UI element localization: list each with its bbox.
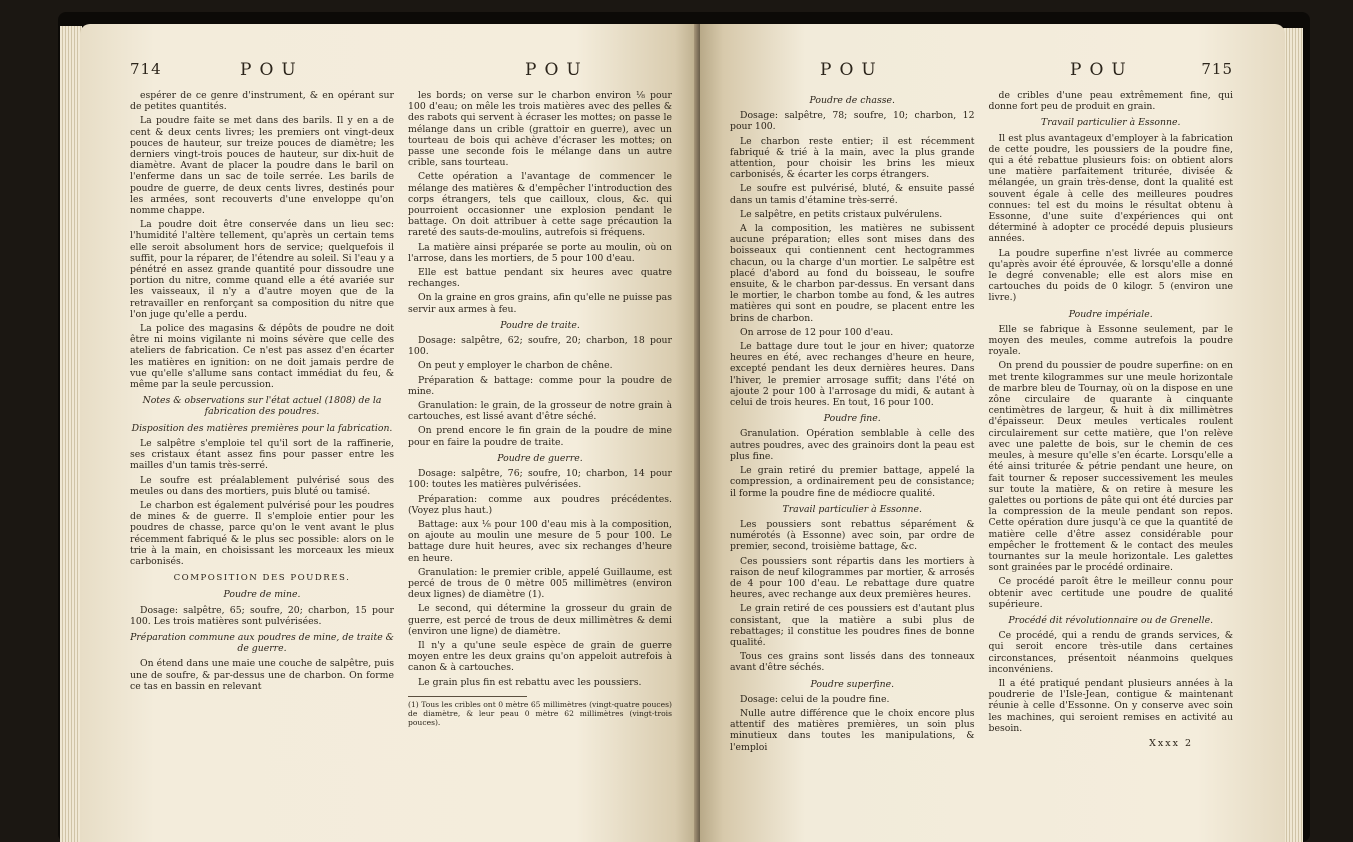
page-edges-left — [60, 26, 82, 842]
paragraph: Nulle autre différence que le choix encore plus attentif des matières premières, un soin plus minutieux dans toutes les manipulations, & l'emploi — [730, 707, 975, 753]
section-heading: Poudre de traite. — [500, 319, 580, 331]
section-heading: Procédé dit révolutionnaire ou de Grenelle. — [1008, 614, 1214, 626]
paragraph: Ces poussiers sont répartis dans les mortiers à raison de neuf kilogrammes par mortier, & arrosés de 4 pour 100 d'eau. Le rebattage dure quatre heures, avec rechange aux deux premières heures. — [730, 555, 975, 601]
right-running-title-2: POU — [1070, 60, 1134, 80]
paragraph: Elle est battue pendant six heures avec quatre rechanges. — [408, 267, 672, 290]
paragraph: les bords; on verse sur le charbon environ ⅛ pour 100 d'eau; on mêle les trois matières avec des pelles & des rabots qui servent à écraser les mottes; on passe le mélange dans un crible (grattoir en guerre), avec un tourteau de bois qui achève d'écraser les mottes; on passe une seconde fois le mélange dans un autre crible, sans tourteau. — [408, 90, 672, 169]
paragraph: Le charbon reste entier; il est récemment fabriqué & trié à la main, avec la plus grande attention, pour choisir les brins les mieux carbonisés, & écarter les corps étrangers. — [730, 135, 975, 181]
paragraph: Dosage: salpêtre, 76; soufre, 10; charbon, 14 pour 100: toutes les matières pulvérisées. — [408, 468, 672, 491]
paragraph: On prend encore le fin grain de la poudre de mine pour en faire la poudre de traite. — [408, 425, 672, 448]
section-heading: Poudre fine. — [823, 413, 881, 425]
left-running-head — [130, 60, 672, 90]
paragraph: La poudre superfine n'est livrée au commerce qu'après avoir été éprouvée, & lorsqu'elle a donné le degré convenable; elle est alors mise en cartouches du poids de 0 kilogr. 5 (environ une livre.) — [988, 247, 1233, 304]
paragraph: Le grain plus fin est rebattu avec les poussiers. — [418, 676, 642, 688]
paragraph: On peut y employer le charbon de chêne. — [418, 360, 613, 372]
paragraph: Le salpêtre, en petits cristaux pulvérulens. — [740, 208, 943, 220]
right-page-column-1 — [730, 90, 975, 756]
paragraph: Le salpêtre s'emploie tel qu'il sort de la raffinerie, ses cristaux étant assez fins pour passer entre les mailles d'un tamis très-serré. — [130, 437, 394, 472]
paragraph: Tous ces grains sont lissés dans des tonneaux avant d'être séchés. — [730, 651, 975, 674]
right-running-title-1: POU — [820, 60, 884, 80]
paragraph: On arrose de 12 pour 100 d'eau. — [740, 326, 894, 338]
paragraph: La matière ainsi préparée se porte au moulin, où on l'arrose, dans les mortiers, de 5 pour 100 d'eau. — [408, 241, 672, 264]
paragraph: Le grain retiré du premier battage, appelé la compression, a ordinairement peu de consistance; il forme la poudre fine de médiocre qualité. — [730, 465, 975, 499]
paragraph: Préparation & battage: comme pour la poudre de mine. — [408, 374, 672, 397]
right-page-number: 715 — [1201, 60, 1233, 78]
left-running-title-1: POU — [240, 60, 304, 80]
paragraph: Il a été pratiqué pendant plusieurs années à la poudrerie de l'Isle-Jean, contigue & maintenant réunie à celle d'Essonne. On y conserve avec soin les machines, qui seroient remises en activité au besoin. — [988, 677, 1233, 734]
paragraph: Le charbon est également pulvérisé pour les poudres de mines & de guerre. Il s'emploie entier pour les poudres de chasse, parce qu'on le vent avant le plus récemment fabriqué & le plus sec possible: alors on le trie à la main, en choisissant les morceaux les mieux carbonisés. — [130, 499, 394, 567]
paragraph: Dosage: salpêtre, 62; soufre, 20; charbon, 18 pour 100. — [408, 335, 672, 358]
left-page — [80, 24, 700, 842]
left-page-column-2 — [408, 90, 672, 727]
paragraph: Le soufre est préalablement pulvérisé sous des meules ou dans des mortiers, puis bluté ou tamisé. — [130, 474, 394, 497]
paragraph: Granulation: le premier crible, appelé Guillaume, est percé de trous de 0 mètre 005 millimètres (environ deux lignes) de diamètre (1). — [408, 566, 672, 601]
footnote: (1) Tous les cribles ont 0 mètre 65 millimètres (vingt-quatre pouces) de diamètre, & leur peau 0 mètre 62 millimètres (vingt-trois pouces). — [408, 699, 672, 727]
paragraph: Ce procédé paroît être le meilleur connu pour obtenir avec certitude une poudre de qualité supérieure. — [988, 576, 1233, 610]
left-page-number: 714 — [130, 60, 162, 78]
paragraph: On prend du poussier de poudre superfine: on en met trente kilogrammes sur une meule horizontale de marbre bleu de Tournay, où on la dispose en une zône circulaire de quarante à cinquante centimètres de largeur, & huit à dix millimètres d'épaisseur. Deux meules verticales roulent circulairement sur cette matière, que l'on relève avec une palette de bois, sur le chemin de ces meules, à mesure qu'elle s'en écarte. Lorsqu'elle a été ainsi triturée & pétrie pendant une heure, on fait tourner & reposer successivement les meules sur toute la matière, & on retire à mesure les galettes ou portions de pâte qui ont été durcies par la compression de la meule pendant son repos. Cette opération dure jusqu'à ce que la quantité de matière celle d'être assez considérable pour empêcher le frottement & le contact des meules tournantes sur la meule horizontale. Les galettes sont grainées par le procédé ordinaire. — [988, 360, 1233, 574]
section-heading: Poudre de chasse. — [809, 95, 895, 106]
paragraph: Granulation: le grain, de la grosseur de notre grain à cartouches, est lissé avant d'être séché. — [408, 400, 672, 423]
section-heading: Poudre de mine. — [223, 589, 301, 601]
section-heading: Travail particulier à Essonne. — [782, 503, 922, 515]
right-page-column-2 — [989, 90, 1234, 756]
paragraph: Battage: aux ⅛ pour 100 d'eau mis à la composition, on ajoute au moulin une mesure de 5 pour 100. Le battage dure huit heures, avec six rechanges d'heure en heure. — [408, 518, 672, 564]
paragraph: Les poussiers sont rebattus séparément & numérotés (à Essonne) avec soin, par ordre de premier, second, troisième battage, &c. — [730, 518, 975, 553]
paragraph: Le battage dure tout le jour en hiver; quatorze heures en été, avec rechanges d'heure en heure, excepté pendant les deux dernières heures. Dans l'hiver, le premier arrosage suffit; dans l'été on ajoute 2 pour 100 à l'arrosage du midi, & autant à celui de trois heures. En tout, 16 pour 100. — [730, 341, 975, 409]
paragraph: Le grain retiré de ces poussiers est d'autant plus consistant, que la matière a subi plus de rebattages; il constitue les poudres fines de bonne qualité. — [730, 603, 975, 648]
paragraph: La police des magasins & dépôts de poudre ne doit être ni moins vigilante ni moins sévère que celle des ateliers de fabrication. Ce n'est pas assez d'en écarter les matières en ignition: on ne doit jamais perdre de vue qu'elle s'allume sans contact immédiat du feu, & même par la seule percussion. — [130, 323, 394, 391]
paragraph: Elle se fabrique à Essonne seulement, par le moyen des meules, comme autrefois la poudre royale. — [988, 323, 1233, 358]
paragraph: Le soufre est pulvérisé, bluté, & ensuite passé dans un tamis d'étamine très-serré. — [730, 183, 975, 206]
paragraph: A la composition, les matières ne subissent aucune préparation; elles sont mises dans des boisseaux qui contiennent cent hectogrammes chacun, ou la charge d'un mortier. Le salpêtre est placé d'abord au fond du boisseau, le soufre ensuite, & le charbon par-dessus. En versant dans le mortier, le charbon tombe au fond, & les autres matières qui sont en poudre, se placent entre les brins de charbon. — [730, 223, 975, 324]
paragraph: Dosage: salpêtre, 65; soufre, 20; charbon, 15 pour 100. Les trois matières sont pulvérisées. — [130, 604, 394, 627]
paragraph: Granulation. Opération semblable à celle des autres poudres, avec des grainoirs dont la peau est plus fine. — [730, 428, 975, 462]
paragraph: La poudre doit être conservée dans un lieu sec: l'humidité l'altère tellement, qu'après un certain tems elle seroit absolument hors de service; quelquefois il suffit, pour la réparer, de l'étendre au soleil. Si l'eau y a pénétré en assez grande quantité pour dissoudre une portion du nitre, comme quand elle a été avariée sur les vaisseaux, il n'y a d'autre moyen que de la retravailler en renforçant sa composition du nitre que l'on juge qu'elle a perdu. — [130, 219, 394, 320]
section-heading: Préparation commune aux poudres de mine, de traite & de guerre. — [130, 631, 394, 655]
left-running-title-2: POU — [525, 60, 589, 80]
paragraph: On étend dans une maie une couche de salpêtre, puis une de soufre, & par-dessus une de charbon. On forme ce tas en bassin en relevant — [130, 658, 394, 692]
paragraph: Dosage: salpêtre, 78; soufre, 10; charbon, 12 pour 100. — [730, 110, 975, 133]
paragraph: de cribles d'une peau extrêmement fine, qui donne fort peu de produit en grain. — [988, 90, 1233, 113]
section-heading: Poudre de guerre. — [497, 452, 583, 464]
paragraph: Dosage: celui de la poudre fine. — [740, 693, 890, 705]
paragraph: La poudre faite se met dans des barils. Il y en a de cent & deux cents livres; les premiers ont vingt-deux pouces de hauteur, sur treize pouces de diamètre; les derniers vingt-trois pouces de hauteur, sur dix-huit de diamètre. Avant de placer la poudre dans le baril on l'enferme dans un sac de toile serrée. Les barils de poudre de guerre, de deux cents livres, destinés pour les armées, sont recouverts d'une enveloppe qu'on nomme chappe. — [130, 115, 394, 217]
footnote-rule — [408, 696, 527, 697]
right-page — [700, 24, 1285, 842]
section-heading: Poudre impériale. — [1068, 308, 1153, 320]
paragraph: Ce procédé, qui a rendu de grands services, & qui seroit encore très-utile dans certaines circonstances, présentoit néanmoins quelques inconvéniens. — [988, 630, 1233, 675]
page-edges-right — [1283, 28, 1303, 842]
section-heading: Travail particulier à Essonne. — [1041, 117, 1181, 129]
paragraph: On la graine en gros grains, afin qu'elle ne puisse pas servir aux armes à feu. — [408, 292, 672, 315]
paragraph: Cette opération a l'avantage de commencer le mélange des matières & d'empêcher l'introduction des corps étrangers, tels que cailloux, clous, &c. qui pourroient occasionner une explosion pendant le battage. On doit attribuer à cette sage précaution la rareté des sauts-de-moulins, autrefois si fréquens. — [408, 171, 672, 239]
section-heading: COMPOSITION DES POUDRES. — [173, 573, 351, 584]
section-heading: Notes & observations sur l'état actuel (1808) de la fabrication des poudres. — [142, 395, 382, 418]
paragraph: espérer de ce genre d'instrument, & en opérant sur de petites quantités. — [130, 90, 394, 113]
section-heading: Poudre superfine. — [810, 678, 895, 690]
paragraph: Il n'y a qu'une seule espèce de grain de guerre moyen entre les deux grains qu'on appeloit autrefois à canon & à cartouches. — [408, 639, 672, 674]
right-running-head — [730, 60, 1233, 90]
signature-mark: Xxxx 2 — [1149, 737, 1193, 749]
left-page-column-1 — [130, 90, 394, 727]
paragraph: Il est plus avantageux d'employer à la fabrication de cette poudre, les poussiers de la poudre fine, qui a été rebattue plusieurs fois: on obtient alors une matière parfaitement triturée, divisée & mélangée, un grain très-dense, dont la qualité est souvent égale à celle des meilleures poudres connues: tel est du moins le résultat obtenu à Essonne, d'une suite d'expériences qui ont déterminé à adopter ce procédé depuis plusieurs années. — [988, 132, 1233, 245]
paragraph: Le second, qui détermine la grosseur du grain de guerre, est percé de trous de deux millimètres & demi (environ une ligne) de diamètre. — [408, 603, 672, 637]
paragraph: Préparation: comme aux poudres précédentes. (Voyez plus haut.) — [408, 493, 672, 516]
section-heading: Disposition des matières premières pour la fabrication. — [131, 422, 393, 434]
